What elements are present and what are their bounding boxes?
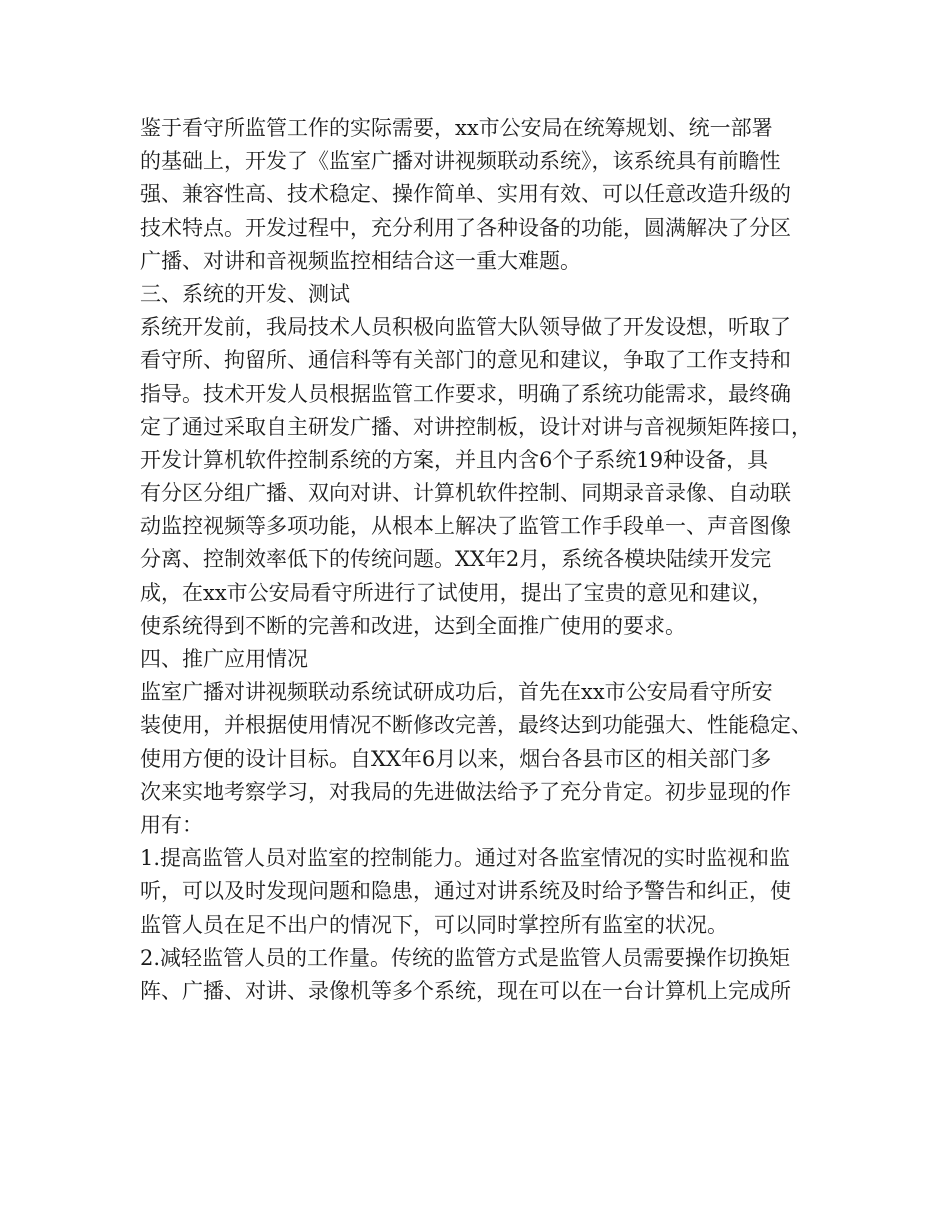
text-line: 用有： [140, 812, 203, 837]
text-line: 阵、广播、对讲、录像机等多个系统，现在可以在一台计算机上完成所 [140, 978, 791, 1003]
text-line: 使系统得到不断的完善和改进，达到全面推广使用的要求。 [140, 613, 686, 638]
list-item: 1.提高监管人员对监室的控制能力。通过对各监室情况的实时监视和监 [140, 846, 791, 871]
text-line: 开发计算机软件控制系统的方案，并且内含6个子系统19种设备，具 [140, 447, 769, 472]
text-line: 指导。技术开发人员根据监管工作要求，明确了系统功能需求，最终确 [140, 381, 791, 406]
text-line: 动监控视频等多项功能，从根本上解决了监管工作手段单一、声音图像 [140, 514, 791, 539]
text-line: 广播、对讲和音视频监控相结合这一重大难题。 [140, 248, 581, 273]
document-body [140, 112, 820, 1008]
text-line: 有分区分组广播、双向对讲、计算机软件控制、同期录音录像、自动联 [140, 481, 791, 506]
text-line: 看守所、拘留所、通信科等有关部门的意见和建议，争取了工作支持和 [140, 348, 791, 373]
text-line: 使用方便的设计目标。自XX年6月以来，烟台各县市区的相关部门多 [140, 746, 772, 771]
section-heading: 三、系统的开发、测试 [140, 281, 350, 306]
list-item: 2.减轻监管人员的工作量。传统的监管方式是监管人员需要操作切换矩 [140, 945, 791, 970]
text-line: 技术特点。开发过程中，充分利用了各种设备的功能，圆满解决了分区 [140, 215, 791, 240]
text-line: 鉴于看守所监管工作的实际需要，xx市公安局在统筹规划、统一部署 [140, 116, 773, 140]
text-line: 强、兼容性高、技术稳定、操作简单、实用有效、可以任意改造升级的 [140, 182, 791, 207]
section-heading: 四、推广应用情况 [140, 647, 308, 671]
text-line: 分离、控制效率低下的传统问题。XX年2月，系统各模块陆续开发完 [140, 547, 772, 572]
text-line: 系统开发前，我局技术人员积极向监管大队领导做了开发设想，听取了 [140, 315, 791, 340]
text-line: 次来实地考察学习，对我局的先进做法给予了充分肯定。初步显现的作 [140, 779, 791, 804]
text-line: 监管人员在足不出户的情况下，可以同时掌控所有监室的状况。 [140, 912, 728, 937]
text-line: 装使用，并根据使用情况不断修改完善，最终达到功能强大、性能稳定、 [140, 713, 812, 738]
text-line: 的基础上，开发了《监室广播对讲视频联动系统》，该系统具有前瞻性 [140, 149, 781, 174]
text-line: 听，可以及时发现问题和隐患，通过对讲系统及时给予警告和纠正，使 [140, 879, 791, 904]
text-line: 成，在xx市公安局看守所进行了试使用，提出了宝贵的意见和建议， [140, 580, 773, 605]
text-line: 监室广播对讲视频联动系统试研成功后，首先在xx市公安局看守所安 [140, 680, 773, 705]
text-line: 定了通过采取自主研发广播、对讲控制板，设计对讲与音视频矩阵接口， [140, 414, 812, 439]
